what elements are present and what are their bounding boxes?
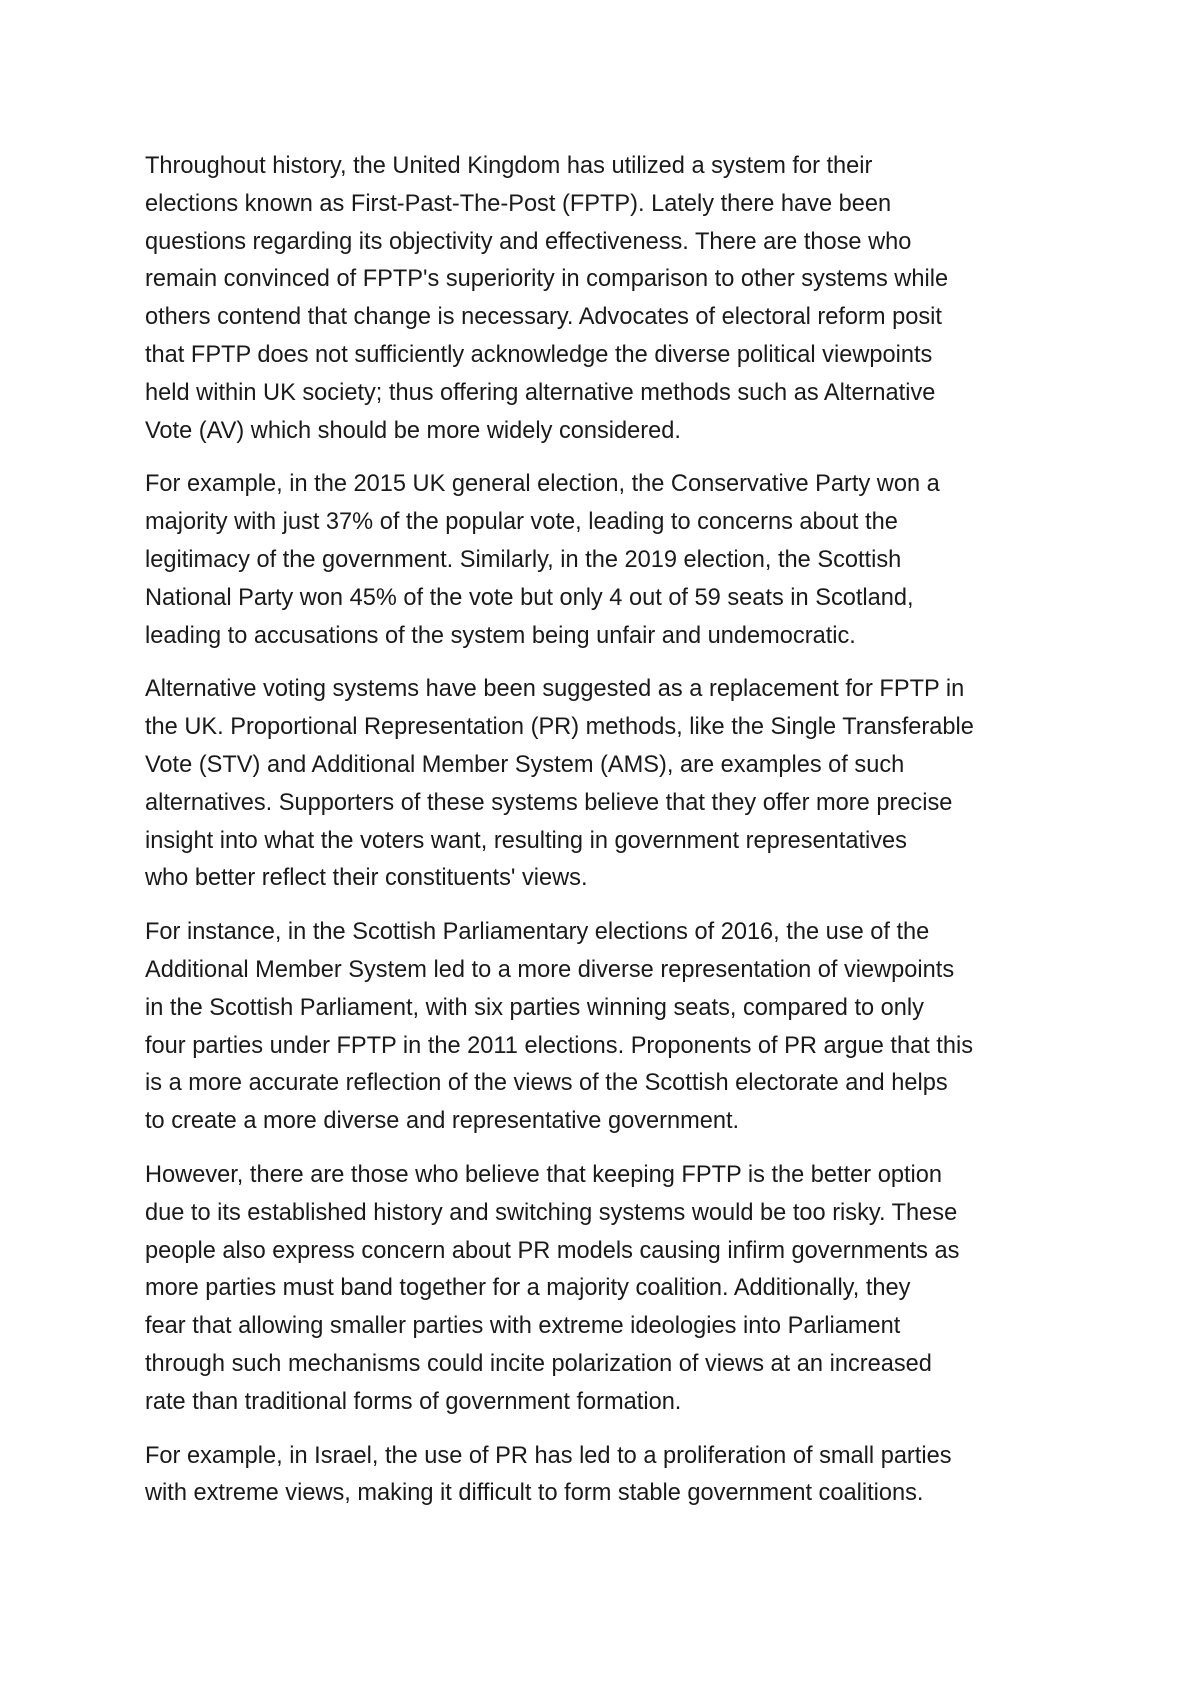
paragraph-israel-example: [145, 1438, 1065, 1514]
text-line: leading to accusations of the system being unfair and undemocratic.: [145, 622, 856, 649]
text-line: questions regarding its objectivity and effectiveness. There are those who: [145, 228, 912, 255]
paragraph-intro: [145, 148, 1065, 450]
text-line: through such mechanisms could incite polarization of views at an increased: [145, 1350, 932, 1377]
document-body: [145, 148, 1065, 1529]
text-line: is a more accurate reflection of the views of the Scottish electorate and helps: [145, 1070, 948, 1097]
text-line: held within UK society; thus offering alternative methods such as Alternative: [145, 379, 936, 406]
text-line: Alternative voting systems have been suggested as a replacement for FPTP in: [145, 676, 965, 703]
text-line: that FPTP does not sufficiently acknowledge the diverse political viewpoints: [145, 341, 933, 368]
text-line: majority with just 37% of the popular vote, leading to concerns about the: [145, 509, 898, 536]
text-line: elections known as First-Past-The-Post (FPTP). Lately there have been: [145, 190, 892, 217]
text-line: For example, in the 2015 UK general election, the Conservative Party won a: [145, 471, 940, 498]
text-line: four parties under FPTP in the 2011 elections. Proponents of PR argue that this: [145, 1032, 974, 1059]
text-line: However, there are those who believe that keeping FPTP is the better option: [145, 1161, 942, 1188]
text-line: others contend that change is necessary. Advocates of electoral reform posit: [145, 304, 942, 331]
text-line: the UK. Proportional Representation (PR) methods, like the Single Transferable: [145, 714, 974, 741]
text-line: Additional Member System led to a more diverse representation of viewpoints: [145, 956, 955, 983]
text-line: more parties must band together for a majority coalition. Additionally, they: [145, 1275, 911, 1302]
paragraph-2015-example: [145, 466, 1065, 655]
text-line: Throughout history, the United Kingdom has utilized a system for their: [145, 153, 873, 179]
text-line: National Party won 45% of the vote but only 4 out of 59 seats in Scotland,: [145, 584, 914, 611]
text-line: legitimacy of the government. Similarly, in the 2019 election, the Scottish: [145, 546, 902, 573]
text-line: remain convinced of FPTP's superiority in comparison to other systems while: [145, 266, 949, 293]
text-line: with extreme views, making it difficult to form stable government coalitions.: [145, 1480, 924, 1507]
text-line: alternatives. Supporters of these systems believe that they offer more precise: [145, 789, 953, 816]
text-line: Vote (AV) which should be more widely considered.: [145, 417, 681, 444]
paragraph-alternatives: [145, 671, 1065, 898]
paragraph-scotland-example: [145, 914, 1065, 1141]
text-line: people also express concern about PR models causing infirm governments as: [145, 1237, 960, 1264]
text-line: For instance, in the Scottish Parliamentary elections of 2016, the use of the: [145, 919, 930, 946]
paragraph-counterargument: [145, 1157, 1065, 1422]
text-line: rate than traditional forms of government formation.: [145, 1388, 682, 1415]
text-line: to create a more diverse and representative government.: [145, 1108, 740, 1135]
text-line: fear that allowing smaller parties with extreme ideologies into Parliament: [145, 1313, 901, 1340]
text-line: who better reflect their constituents' views.: [145, 865, 588, 892]
text-line: in the Scottish Parliament, with six parties winning seats, compared to only: [145, 994, 924, 1021]
text-line: insight into what the voters want, resulting in government representatives: [145, 827, 907, 854]
text-line: due to its established history and switching systems would be too risky. These: [145, 1199, 958, 1226]
text-line: For example, in Israel, the use of PR has led to a proliferation of small parties: [145, 1442, 952, 1469]
text-line: Vote (STV) and Additional Member System (AMS), are examples of such: [145, 751, 905, 778]
